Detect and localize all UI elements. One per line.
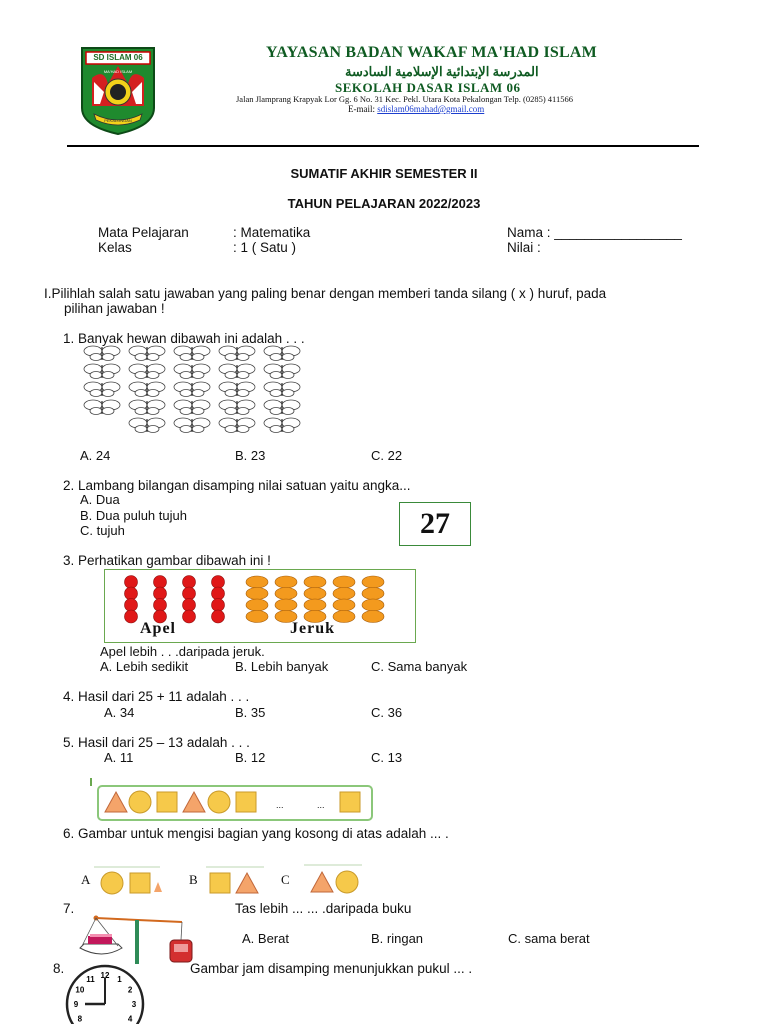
apple-icon — [212, 576, 225, 589]
q8-number: 8. — [53, 961, 65, 976]
q1-option-c[interactable]: C. 22 — [371, 448, 403, 463]
balance-scale-picture — [76, 910, 198, 968]
q3-stem: Apel lebih . . .daripada jeruk. — [100, 644, 265, 659]
pattern-blank-1: ... — [276, 800, 284, 810]
apple-icon — [212, 587, 225, 600]
orange-icon — [304, 599, 326, 611]
butterfly-picture — [80, 344, 312, 436]
q6-option-a-label[interactable]: A — [81, 872, 91, 887]
q6-option-c-label[interactable]: C — [281, 872, 290, 887]
clock-picture — [60, 964, 150, 1024]
q7-option-b[interactable]: B. ringan — [371, 931, 424, 946]
q2-text: 2. Lambang bilangan disamping nilai satuan yaitu angka... — [63, 478, 411, 493]
butterfly-icon — [219, 418, 255, 433]
orange-icon — [333, 588, 355, 600]
butterfly-icon — [129, 382, 165, 397]
orange-icon — [246, 611, 268, 623]
q5-option-c[interactable]: C. 13 — [371, 750, 403, 765]
apple-icon — [125, 576, 138, 589]
orange-icon — [275, 588, 297, 600]
class-label: Kelas — [98, 240, 132, 255]
butterfly-icon — [174, 382, 210, 397]
clock-number: 12 — [100, 971, 110, 980]
q6-option-b[interactable] — [204, 866, 266, 900]
clock-number: 8 — [77, 1014, 83, 1024]
butterfly-icon — [219, 400, 255, 415]
q6-option-b-label[interactable]: B — [189, 872, 198, 887]
butterfly-icon — [174, 400, 210, 415]
q8-text: Gambar jam disamping menunjukkan pukul ... . — [190, 961, 473, 976]
butterfly-icon — [129, 346, 165, 361]
school-name: SEKOLAH DASAR ISLAM 06 — [335, 80, 521, 95]
butterfly-icon — [219, 364, 255, 379]
apple-icon — [212, 610, 225, 623]
instruction-line-2: pilihan jawaban ! — [64, 301, 165, 316]
school-address: Jalan Jlamprang Krapyak Lor Gg. 6 No. 31 Kec. Pekl. Utara Kota Pekalongan Telp. (0285) 411566 — [236, 94, 573, 104]
butterfly-icon — [264, 382, 300, 397]
apple-icon — [125, 599, 138, 612]
clock-number: 3 — [131, 1000, 137, 1009]
butterfly-icon — [129, 364, 165, 379]
apple-icon — [183, 599, 196, 612]
butterfly-icon — [84, 382, 120, 397]
subject-label: Mata Pelajaran — [98, 225, 189, 240]
q6-option-c[interactable] — [302, 864, 364, 900]
butterfly-icon — [84, 364, 120, 379]
orange-icon — [362, 588, 384, 600]
subject-value: : Matematika — [233, 225, 311, 240]
orange-icon — [333, 576, 355, 588]
orange-icon — [275, 576, 297, 588]
q1-text: 1. Banyak hewan dibawah ini adalah . . . — [63, 331, 305, 346]
orange-icon — [333, 611, 355, 623]
email-link[interactable]: sdislam06mahad@gmail.com — [377, 104, 485, 114]
q1-option-b[interactable]: B. 23 — [235, 448, 266, 463]
butterfly-icon — [84, 400, 120, 415]
apple-icon — [125, 587, 138, 600]
q7-number: 7. — [63, 901, 75, 916]
q6-text: 6. Gambar untuk mengisi bagian yang kosong di atas adalah ... . — [63, 826, 449, 841]
q5-option-a[interactable]: A. 11 — [104, 750, 134, 765]
butterfly-icon — [219, 382, 255, 397]
orange-icon — [246, 599, 268, 611]
butterfly-icon — [174, 418, 210, 433]
school-email-line — [348, 104, 484, 114]
butterfly-icon — [84, 346, 120, 361]
orange-icon — [275, 599, 297, 611]
q4-option-b[interactable]: B. 35 — [235, 705, 266, 720]
apple-icon — [154, 587, 167, 600]
butterfly-icon — [174, 346, 210, 361]
q4-option-a[interactable]: A. 34 — [104, 705, 135, 720]
orange-icon — [362, 611, 384, 623]
orange-icon — [246, 588, 268, 600]
q5-option-b[interactable]: B. 12 — [235, 750, 266, 765]
clock-number: 11 — [86, 974, 95, 984]
clock-number: 4 — [127, 1014, 133, 1024]
butterfly-icon — [219, 346, 255, 361]
butterfly-icon — [129, 400, 165, 415]
q1-option-a[interactable]: A. 24 — [80, 448, 111, 463]
class-value: : 1 ( Satu ) — [233, 240, 297, 255]
orange-icon — [304, 576, 326, 588]
apple-icon — [183, 587, 196, 600]
clock-number: 1 — [117, 974, 122, 984]
clock-number: 10 — [75, 985, 85, 995]
apple-icon — [212, 599, 225, 612]
q7-option-c[interactable]: C. sama berat — [508, 931, 590, 946]
q5-text: 5. Hasil dari 25 – 13 adalah . . . — [63, 735, 250, 750]
q2-option-a[interactable]: A. Dua — [80, 492, 120, 507]
butterfly-icon — [174, 364, 210, 379]
q3-text: 3. Perhatikan gambar dibawah ini ! — [63, 553, 271, 568]
header-divider — [67, 145, 699, 147]
clock-number: 2 — [127, 985, 133, 995]
logo-inner-text: MA'HAD ISLAM — [103, 69, 133, 74]
instruction-line-1: I.Pilihlah salah satu jawaban yang paling benar dengan memberi tanda silang ( x ) huruf, pada — [44, 286, 607, 301]
email-label: E-mail: — [348, 104, 375, 114]
q4-text: 4. Hasil dari 25 + 11 adalah . . . — [63, 689, 250, 704]
orange-icon — [304, 588, 326, 600]
q4-option-c[interactable]: C. 36 — [371, 705, 403, 720]
logo-badge-text: SD ISLAM 06 — [93, 53, 143, 62]
q7-option-a[interactable]: A. Berat — [242, 931, 289, 946]
pattern-blank-2: ... — [317, 800, 325, 810]
butterfly-icon — [264, 400, 300, 415]
q2-option-c[interactable]: C. tujuh — [80, 523, 125, 538]
orange-label: Jeruk — [290, 620, 335, 637]
q3-option-b[interactable]: B. Lebih banyak — [235, 659, 329, 674]
apple-icon — [125, 610, 138, 623]
school-year: TAHUN PELAJARAN 2022/2023 — [287, 196, 481, 211]
logo-ribbon-text: PEKALONGAN — [104, 118, 132, 123]
apple-icon — [154, 599, 167, 612]
q3-option-a[interactable]: A. Lebih sedikit — [100, 659, 189, 674]
butterfly-icon — [264, 364, 300, 379]
q7-text: Tas lebih ... ... .daripada buku — [235, 901, 412, 916]
orange-icon — [333, 599, 355, 611]
shape-pattern — [90, 776, 376, 824]
butterfly-icon — [129, 418, 165, 433]
score-field[interactable]: Nilai : — [507, 240, 541, 255]
number-27: 27 — [420, 507, 450, 540]
arabic-school-name: المدرسة الإبتدائية الإسلامية السادسة — [345, 64, 539, 79]
exam-title: SUMATIF AKHIR SEMESTER II — [290, 166, 478, 181]
number-box — [399, 502, 471, 546]
butterfly-icon — [264, 418, 300, 433]
apple-label: Apel — [140, 620, 176, 637]
orange-icon — [362, 576, 384, 588]
q2-option-b[interactable]: B. Dua puluh tujuh — [80, 508, 187, 523]
foundation-name: YAYASAN BADAN WAKAF MA'HAD ISLAM — [266, 44, 597, 61]
orange-icon — [246, 576, 268, 588]
clock-number: 9 — [73, 1000, 79, 1009]
q6-option-a[interactable] — [92, 866, 162, 900]
apple-icon — [183, 576, 196, 589]
apple-icon — [183, 610, 196, 623]
name-field[interactable]: Nama : _________________ — [507, 225, 682, 240]
q3-option-c[interactable]: C. Sama banyak — [371, 659, 468, 674]
orange-icon — [362, 599, 384, 611]
apple-icon — [154, 576, 167, 589]
butterfly-icon — [264, 346, 300, 361]
